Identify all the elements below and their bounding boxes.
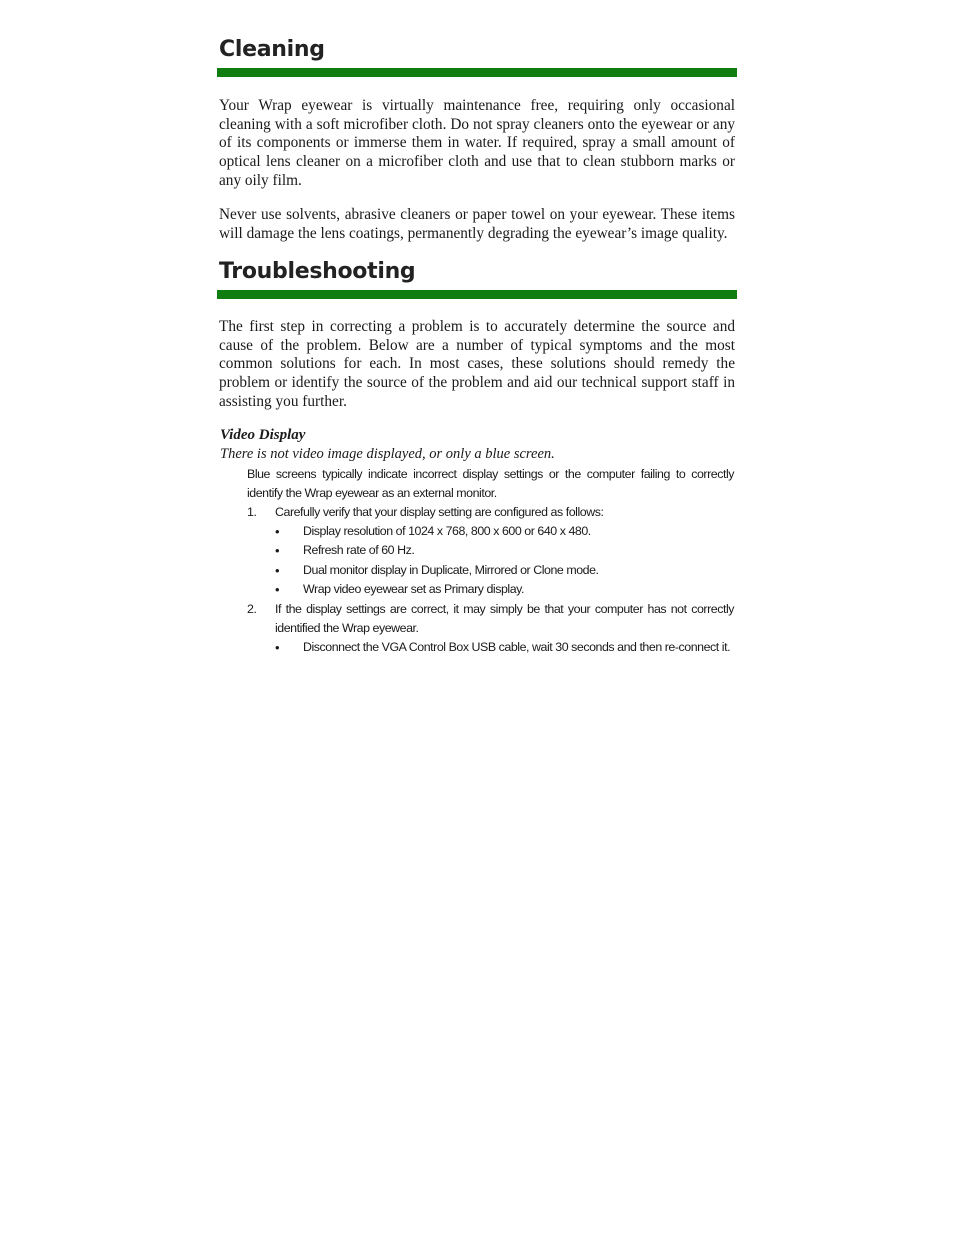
cleaning-rule bbox=[217, 68, 737, 77]
bullet-text: Dual monitor display in Duplicate, Mirrored or Clone mode. bbox=[303, 563, 599, 577]
video-display-title: Video Display bbox=[220, 427, 306, 443]
step-text: Carefully verify that your display setting are configured as follows: bbox=[275, 505, 604, 519]
bullet-text: Disconnect the VGA Control Box USB cable, wait 30 seconds and then re-connect it. bbox=[303, 640, 731, 654]
cleaning-heading: Cleaning bbox=[219, 37, 325, 62]
bullet-text: Display resolution of 1024 x 768, 800 x 600 or 640 x 480. bbox=[303, 524, 591, 538]
bullet-icon: • bbox=[275, 524, 280, 539]
cleaning-paragraph-2: Never use solvents, abrasive cleaners or paper towel on your eyewear. These items will damage the lens coatings, permanently degrading the eyewear’s image quality. bbox=[219, 206, 735, 242]
video-display-note: Blue screens typically indicate incorrect display settings or the computer failing to correctly identify the Wrap eyewear as an external monitor. bbox=[247, 467, 734, 500]
troubleshooting-heading: Troubleshooting bbox=[219, 259, 416, 284]
bullet-icon: • bbox=[275, 543, 280, 558]
video-display-symptom: There is not video image displayed, or only a blue screen. bbox=[220, 446, 555, 462]
bullet-icon: • bbox=[275, 563, 280, 578]
bullet-icon: • bbox=[275, 582, 280, 597]
bullet-icon: • bbox=[275, 640, 280, 655]
cleaning-paragraph-1: Your Wrap eyewear is virtually maintenance free, requiring only occasional cleaning with a soft microfiber cloth. Do not spray cleaners onto the eyewear or any of its components or immerse them in water. If required, spray a small amount of optical lens cleaner on a microfiber cloth and use that to clean stubborn marks or any oily film. bbox=[219, 97, 735, 189]
step-number: 1. bbox=[247, 505, 257, 519]
step-number: 2. bbox=[247, 602, 257, 616]
troubleshooting-rule bbox=[217, 290, 737, 299]
step-text: If the display settings are correct, it may simply be that your computer has not correctly identified the Wrap eyewear. bbox=[275, 602, 734, 635]
bullet-text: Wrap video eyewear set as Primary display. bbox=[303, 582, 524, 596]
troubleshooting-intro: The first step in correcting a problem is to accurately determine the source and cause of the problem. Below are a number of typical symptoms and the most common solutions for each. In most cases, these solutions should remedy the problem or identify the source of the problem and aid our technical support staff in assisting you further. bbox=[219, 318, 735, 410]
bullet-text: Refresh rate of 60 Hz. bbox=[303, 543, 415, 557]
